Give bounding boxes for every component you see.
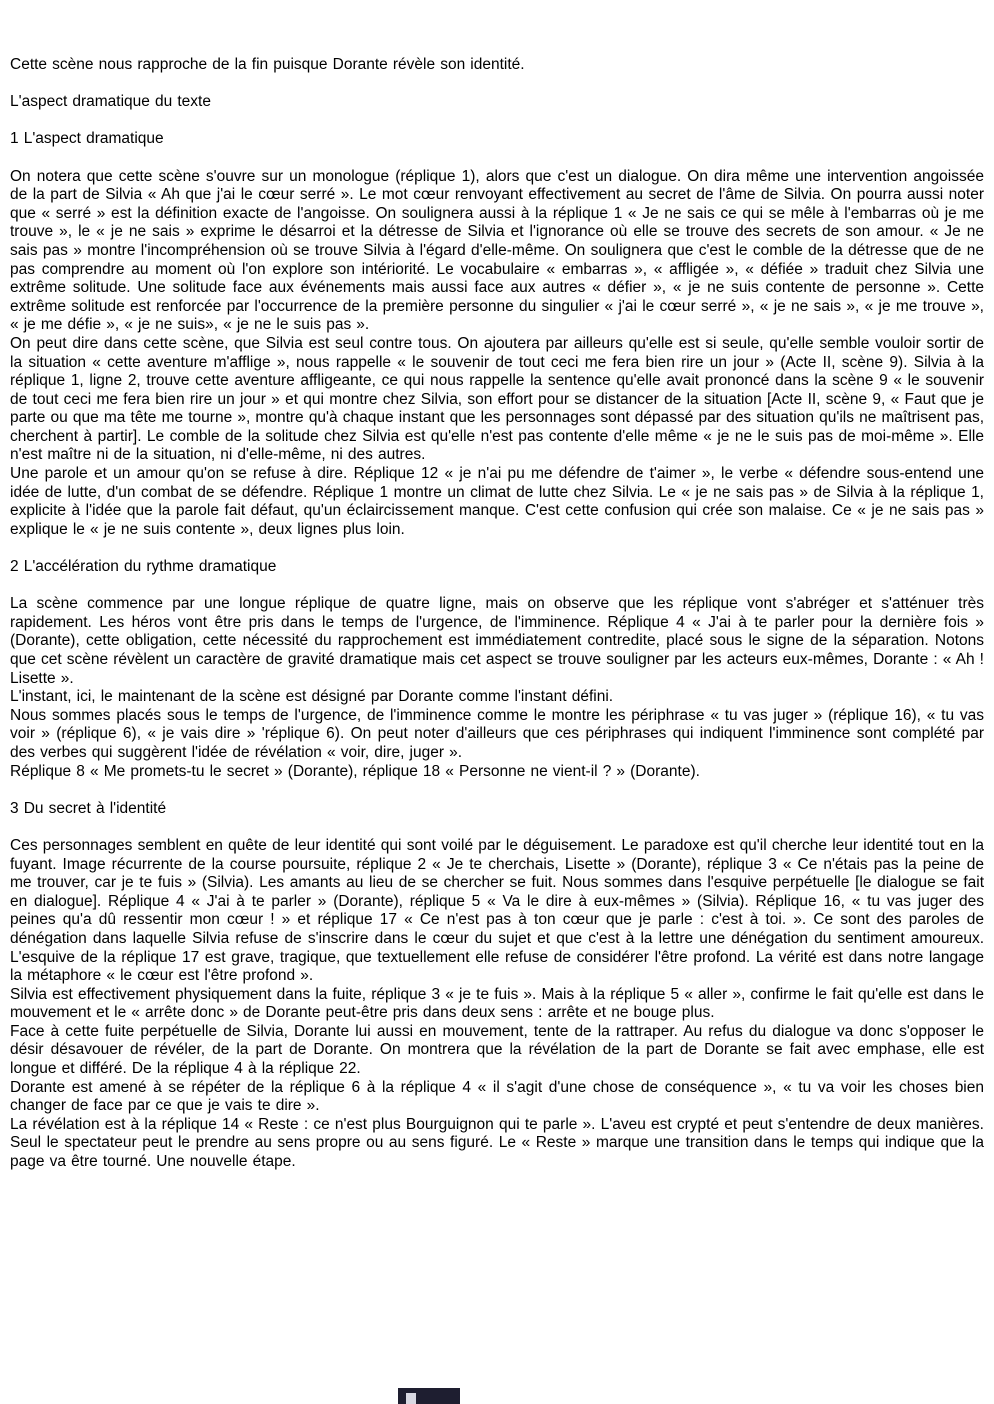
paragraph: On notera que cette scène s'ouvre sur un monologue (réplique 1), alors que c'est un dialogue. On dira même une intervention angoissée de la part de Silvia « Ah que j'ai le cœur serré ». Le mot cœur renvoyant effectivement au secret de l'âme de Silvia. On pourra aussi noter que « serré » est la définition exacte de l'angoisse. On soulignera aussi à la réplique 1 « Je ne sais ce qui se mêle à l'embarras où je me trouve », le « je ne sais » exprime le désarroi et la détresse de Silvia et l'ignorance où elle se trouve des secrets de son amour. « Je ne sais pas » montre l'incompréhension où se trouve Silvia à l'égard d'elle-même. On soulignera que c'est le comble de la détresse que de ne pas comprendre au moment où l'on explore son intériorité. Le vocabulaire « embarras », « affligée », « défiée » traduit chez Silvia une extrême solitude. Une solitude face aux événements mais aussi face aux autres « défier », « je ne suis contente de personne ». Cette extrême solitude est renforcée par l'occurrence de la première personne du singulier « j'ai le cœur serré », « je ne sais », « je me trouve », « je me défie », « je ne suis», « je ne le suis pas ». xyxy=(10,167,984,334)
paragraph: On peut dire dans cette scène, que Silvia est seul contre tous. On ajoutera par ailleurs qu'elle est si seule, qu'elle semble vouloir sortir de la situation « cette aventure m'afflige », nous rappelle « le souvenir de tout ceci me fera bien rire un jour » (Acte II, scène 9). Silvia à la réplique 1, ligne 2, trouve cette aventure affligeante, ce qui nous rappelle la sentence qu'elle avait prononcé dans la scène 9 « le souvenir de tout ceci me fera bien rire un jour » et qui montre chez Silvia, son effort pour se distancer de la situation [Acte II, scène 9, « Faut que je parte ou que ma tête me tourne », montre qu'à chaque instant que les personnages sont dépassé par des situation qu'ils ne maîtrisent pas, cherchent à partir]. Le comble de la solitude chez Silvia est qu'elle n'est pas contente d'elle même « je ne le suis pas de moi-même ». Elle n'est maître ni de la situation, ni d'elle-même, ni des autres. xyxy=(10,334,984,464)
paragraph: Une parole et un amour qu'on se refuse à dire. Réplique 12 « je n'ai pu me défendre de t'aimer », le verbe « défendre sous-entend une idée de lutte, d'un combat de se défendre. Réplique 1 montre un climat de lutte chez Silvia. Le « je ne sais pas » de Silvia à la réplique 1, explicite à l'idée que la parole fait défaut, qu'un éclaircissement manque. C'est cette confusion qui crée son malaise. Ce « je ne sais pas » explique le « je ne suis contente », deux lignes plus loin. xyxy=(10,465,984,538)
paragraph: Ces personnages semblent en quête de leur identité qui sont voilé par le déguisement. Le paradoxe est qu'il cherche leur identité tout en la fuyant. Image récurrente de la course poursuite, réplique 2 « Je te cherchais, Lisette » (Dorante), réplique 3 « Ce n'étais pas la peine de me trouver, car je te fuis » (Silvia). Les amants au lieu de se chercher se fuit. Nous sommes dans l'esquive perpétuelle [le dialogue se fait en dialogue]. Réplique 4 « J'ai à te parler » (Dorante), réplique 5 « Va le dire à eux-mêmes » (Silvia). Réplique 16, « tu vas juger des peines qu'a dû ressentir mon cœur ! » et réplique 17 « Ce n'est pas à ton cœur que je parle : c'est à toi. ». Ce sont des paroles de dénégation dans laquelle Silvia refuse de s'inscrire dans le cœur du sujet et que c'est à la lettre une dénégation du sentiment amoureux. L'esquive de la réplique 17 est grave, tragique, que textuellement elle refuse de considérer l'être profond. La vérité est dans notre langage la métaphore « le cœur est l'être profond ». xyxy=(10,836,984,985)
heading-section-1: 1 L'aspect dramatique xyxy=(10,130,164,148)
paragraph: Face à cette fuite perpétuelle de Silvia, Dorante lui aussi en mouvement, tente de la rattraper. Au refus du dialogue va donc s'opposer le désir désavouer de révéler, de la part de Dorante. On montrera que la révélation de la part de Dorante se fait avec emphase, elle est longue et différé. De la réplique 4 à la réplique 22. xyxy=(10,1022,984,1078)
paragraph: L'instant, ici, le maintenant de la scène est désigné par Dorante comme l'instant défini. xyxy=(10,688,614,706)
footer-image-glyph xyxy=(406,1393,416,1404)
paragraph: La révélation est à la réplique 14 « Reste : ce n'est plus Bourguignon qui te parle ». L'aveu est crypté et peut s'entendre de deux manières. Seul le spectateur peut le prendre au sens propre ou au sens figuré. Le « Reste » marque une transition dans le temps qui indique que la page va être tourné. Une nouvelle étape. xyxy=(10,1115,984,1171)
paragraph: Nous sommes placés sous le temps de l'urgence, de l'imminence comme le montre les périphrase « tu vas juger » (réplique 16), « tu vas voir » (réplique 6), « je vais dire » 'réplique 6). On peut noter d'ailleurs que ces périphrases qui indiquent l'imminence sont complété par des verbes qui suggèrent l'idée de révélation « voir, dire, juger ». xyxy=(10,706,984,761)
paragraph: Réplique 8 « Me promets-tu le secret » (Dorante), réplique 18 « Personne ne vient-il ? » (Dorante). xyxy=(10,762,700,780)
paragraph: La scène commence par une longue réplique de quatre ligne, mais on observe que les réplique vont s'abréger et s'atténuer très rapidement. Les héros vont être pris dans le temps de l'urgence, de l'imminence. Réplique 4 « J'ai à te parler pour la dernière fois » (Dorante), cette obligation, cette nécessité du rapprochement est immédiatement contredite, placé sous le signe de la séparation. Notons que cet scène révèlent un caractère de gravité dramatique mais cet aspect se trouve souligner par les acteurs eux-mêmes, Dorante : « Ah ! Lisette ». xyxy=(10,595,984,687)
paragraph: Silvia est effectivement physiquement dans la fuite, réplique 3 « je te fuis ». Mais à la réplique 5 « aller », confirme le fait qu'elle est dans le mouvement et le « arrête donc » de Dorante peut-être pris dans deux sens : arrête et ne bouge plus. xyxy=(10,985,984,1022)
intro-paragraph: Cette scène nous rapproche de la fin puisque Dorante révèle son identité. xyxy=(10,56,525,73)
heading-section-2: 2 L'accélération du rythme dramatique xyxy=(10,558,277,576)
heading-section-3: 3 Du secret à l'identité xyxy=(10,799,167,817)
cut-off-footer-image xyxy=(398,1388,460,1404)
document-subtitle: L'aspect dramatique du texte xyxy=(10,93,211,111)
paragraph: Dorante est amené à se répéter de la réplique 6 à la réplique 4 « il s'agit d'une chose de conséquence », « tu va voir les choses bien changer de face par ce que je vais te dire ». xyxy=(10,1078,984,1115)
